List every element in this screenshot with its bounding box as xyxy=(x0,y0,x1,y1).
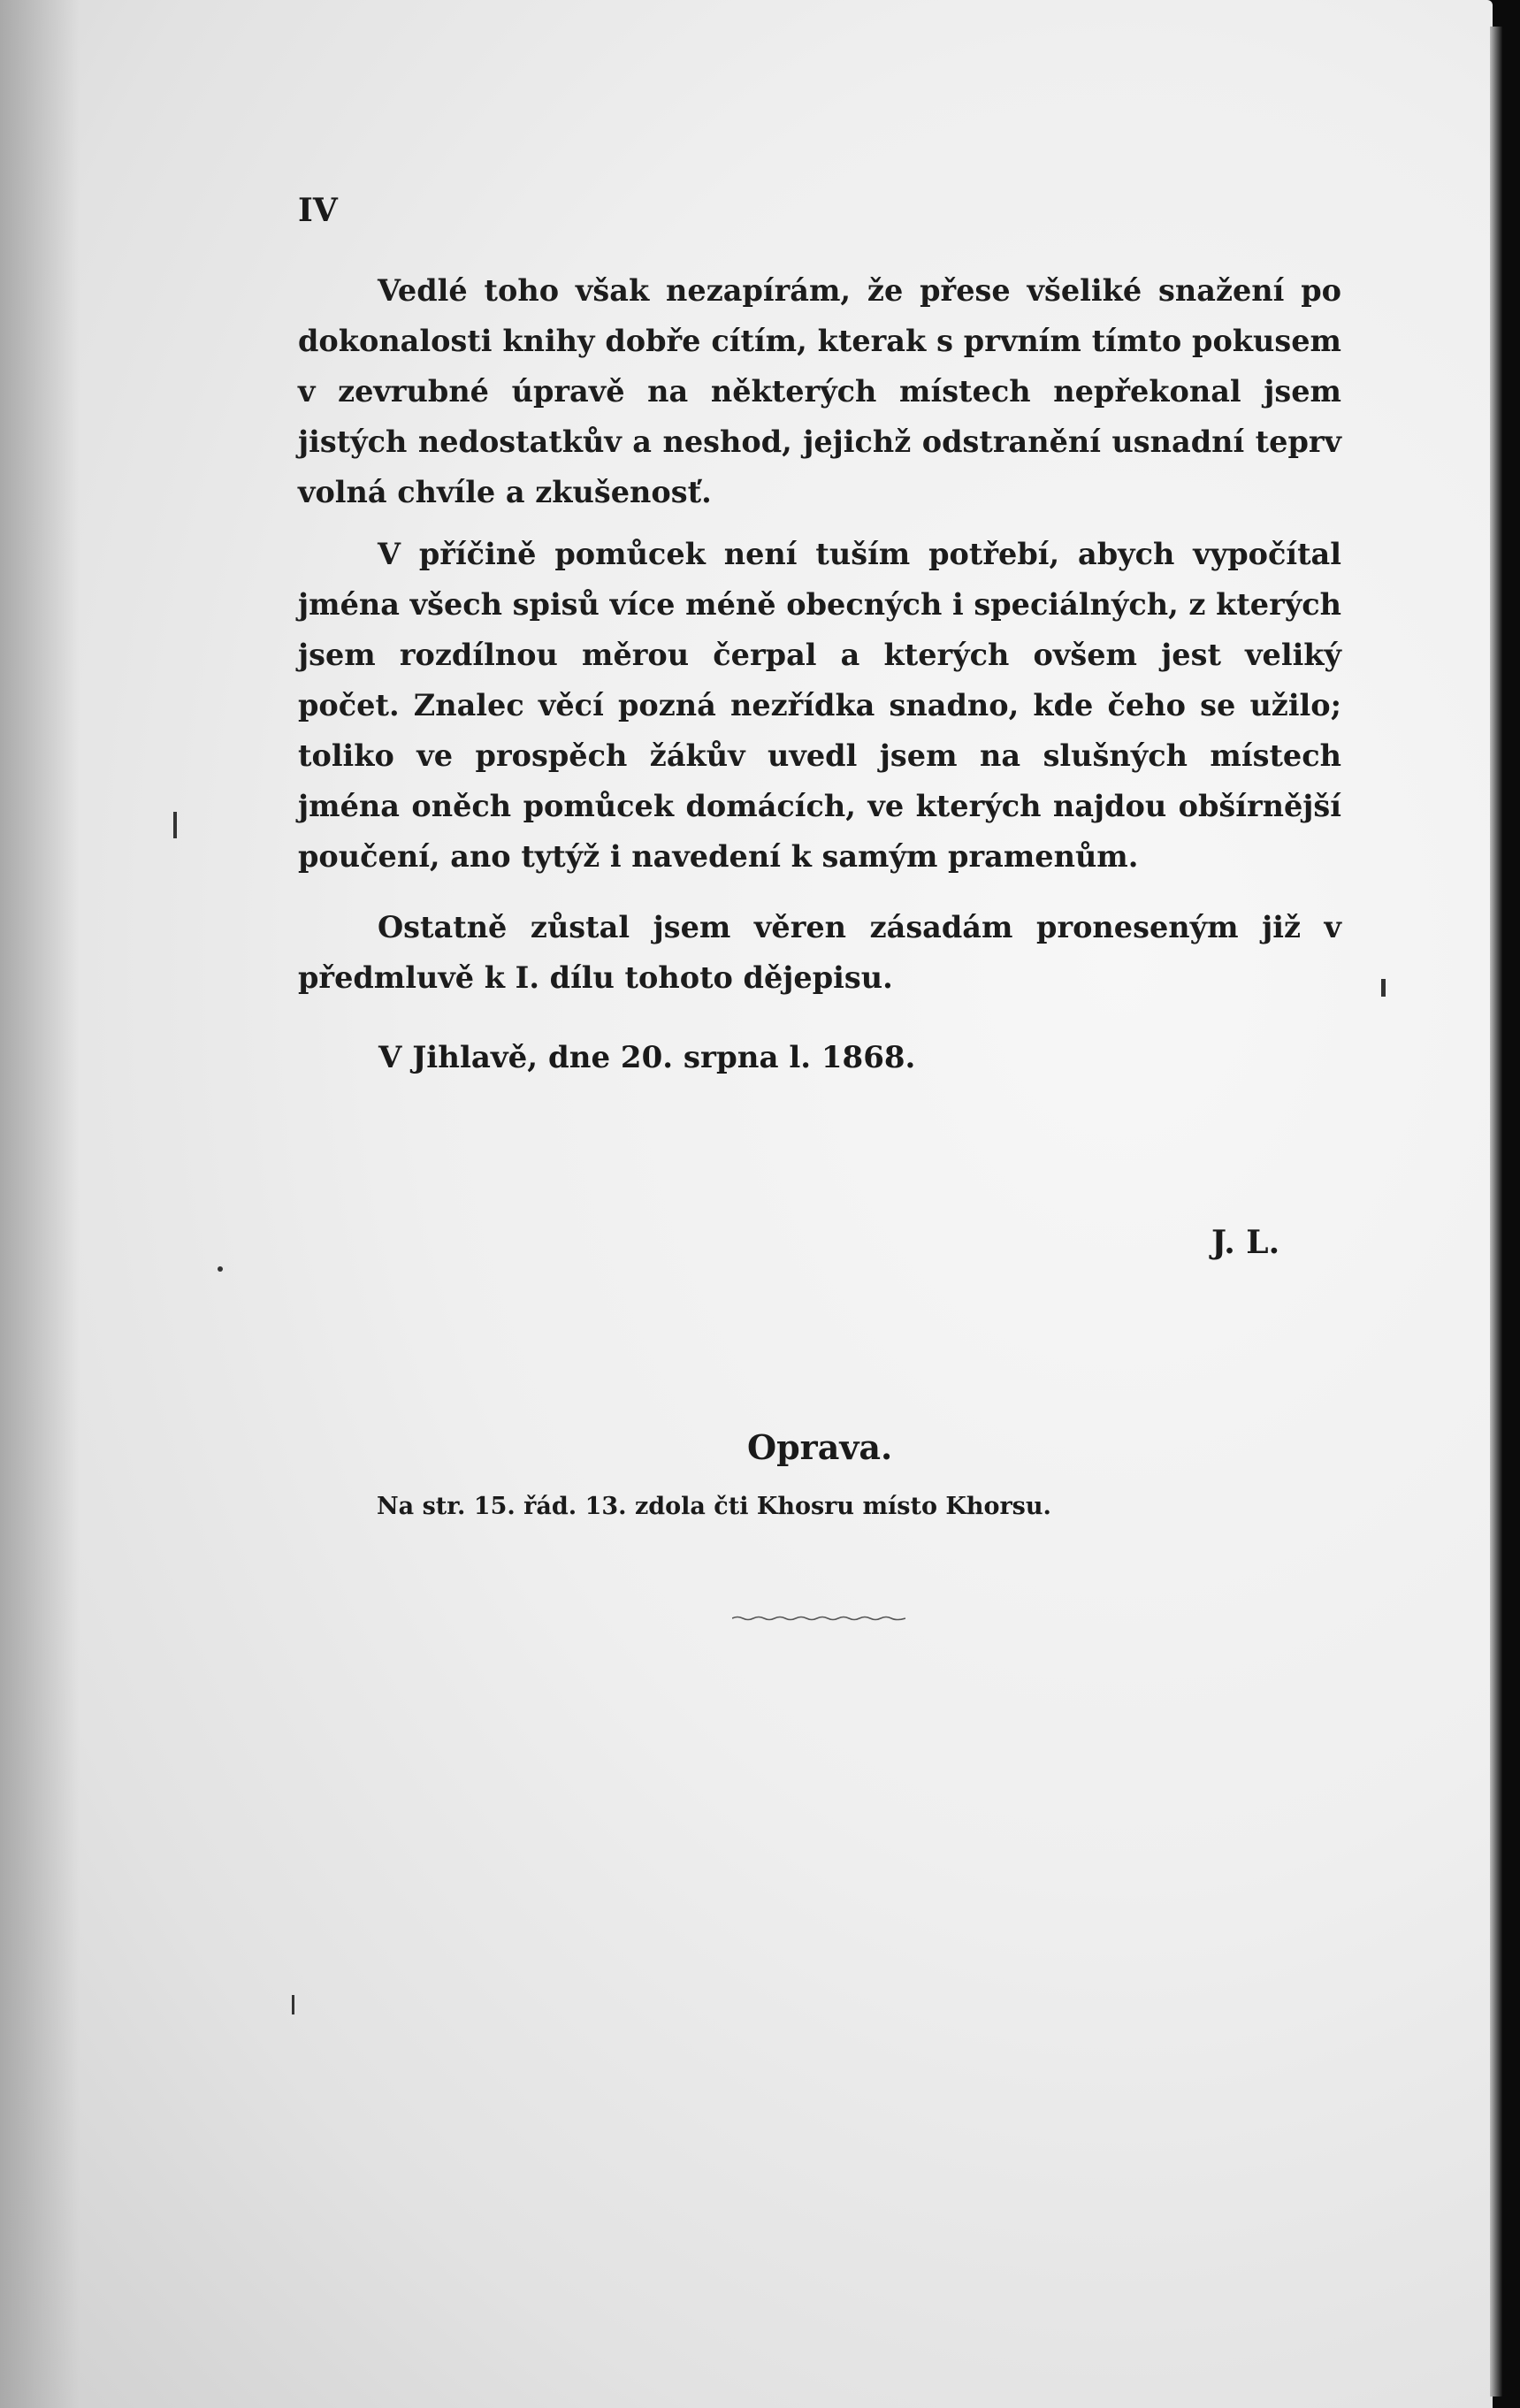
errata-text: Na str. 15. řád. 13. zdola čti Khosru místo Khorsu. xyxy=(377,1493,1051,1520)
margin-mark xyxy=(292,1995,294,2014)
place-and-date: V Jihlavě, dne 20. srpna l. 1868. xyxy=(378,1040,916,1075)
page-number: IV xyxy=(298,192,338,229)
preface-paragraph-2: V příčině pomůcek není tuším potřebí, abych vypočítal jména všech spisů více méně obecných i speciálných, z kterých jsem rozdílnou měrou čerpal a kterých ovšem jest veliký počet. Znalec věcí pozná nezřídka snadno, kde čeho se užilo; toliko ve prospěch žákův uvedl jsem na slušných místech jména oněch pomůcek domácích, ve kterých najdou obšírnější poučení, ano tytýž i navedení k samým pramenům. xyxy=(298,537,1341,874)
margin-mark xyxy=(173,812,177,838)
margin-mark xyxy=(218,1266,223,1272)
author-initials: J. L. xyxy=(1211,1224,1280,1261)
page-edge-shadow xyxy=(1490,27,1502,2397)
errata-heading: Oprava. xyxy=(747,1427,893,1467)
preface-paragraph-3: Ostatně zůstal jsem věren zásadám proneseným již v předmluvě k I. dílu tohoto dějepisu. xyxy=(298,910,1341,995)
margin-mark xyxy=(1381,979,1386,997)
decorative-wavy-rule xyxy=(732,1615,905,1622)
preface-paragraph-1: Vedlé toho však nezapírám, že přese všeliké snažení po dokonalosti knihy dobře cítím, kterak s prvním tímto pokusem v zevrubné úpravě na některých místech nepřekonal jsem jistých nedostatkův a neshod, jejichž odstranění usnadní teprv volná chvíle a zkušenosť. xyxy=(298,273,1341,509)
